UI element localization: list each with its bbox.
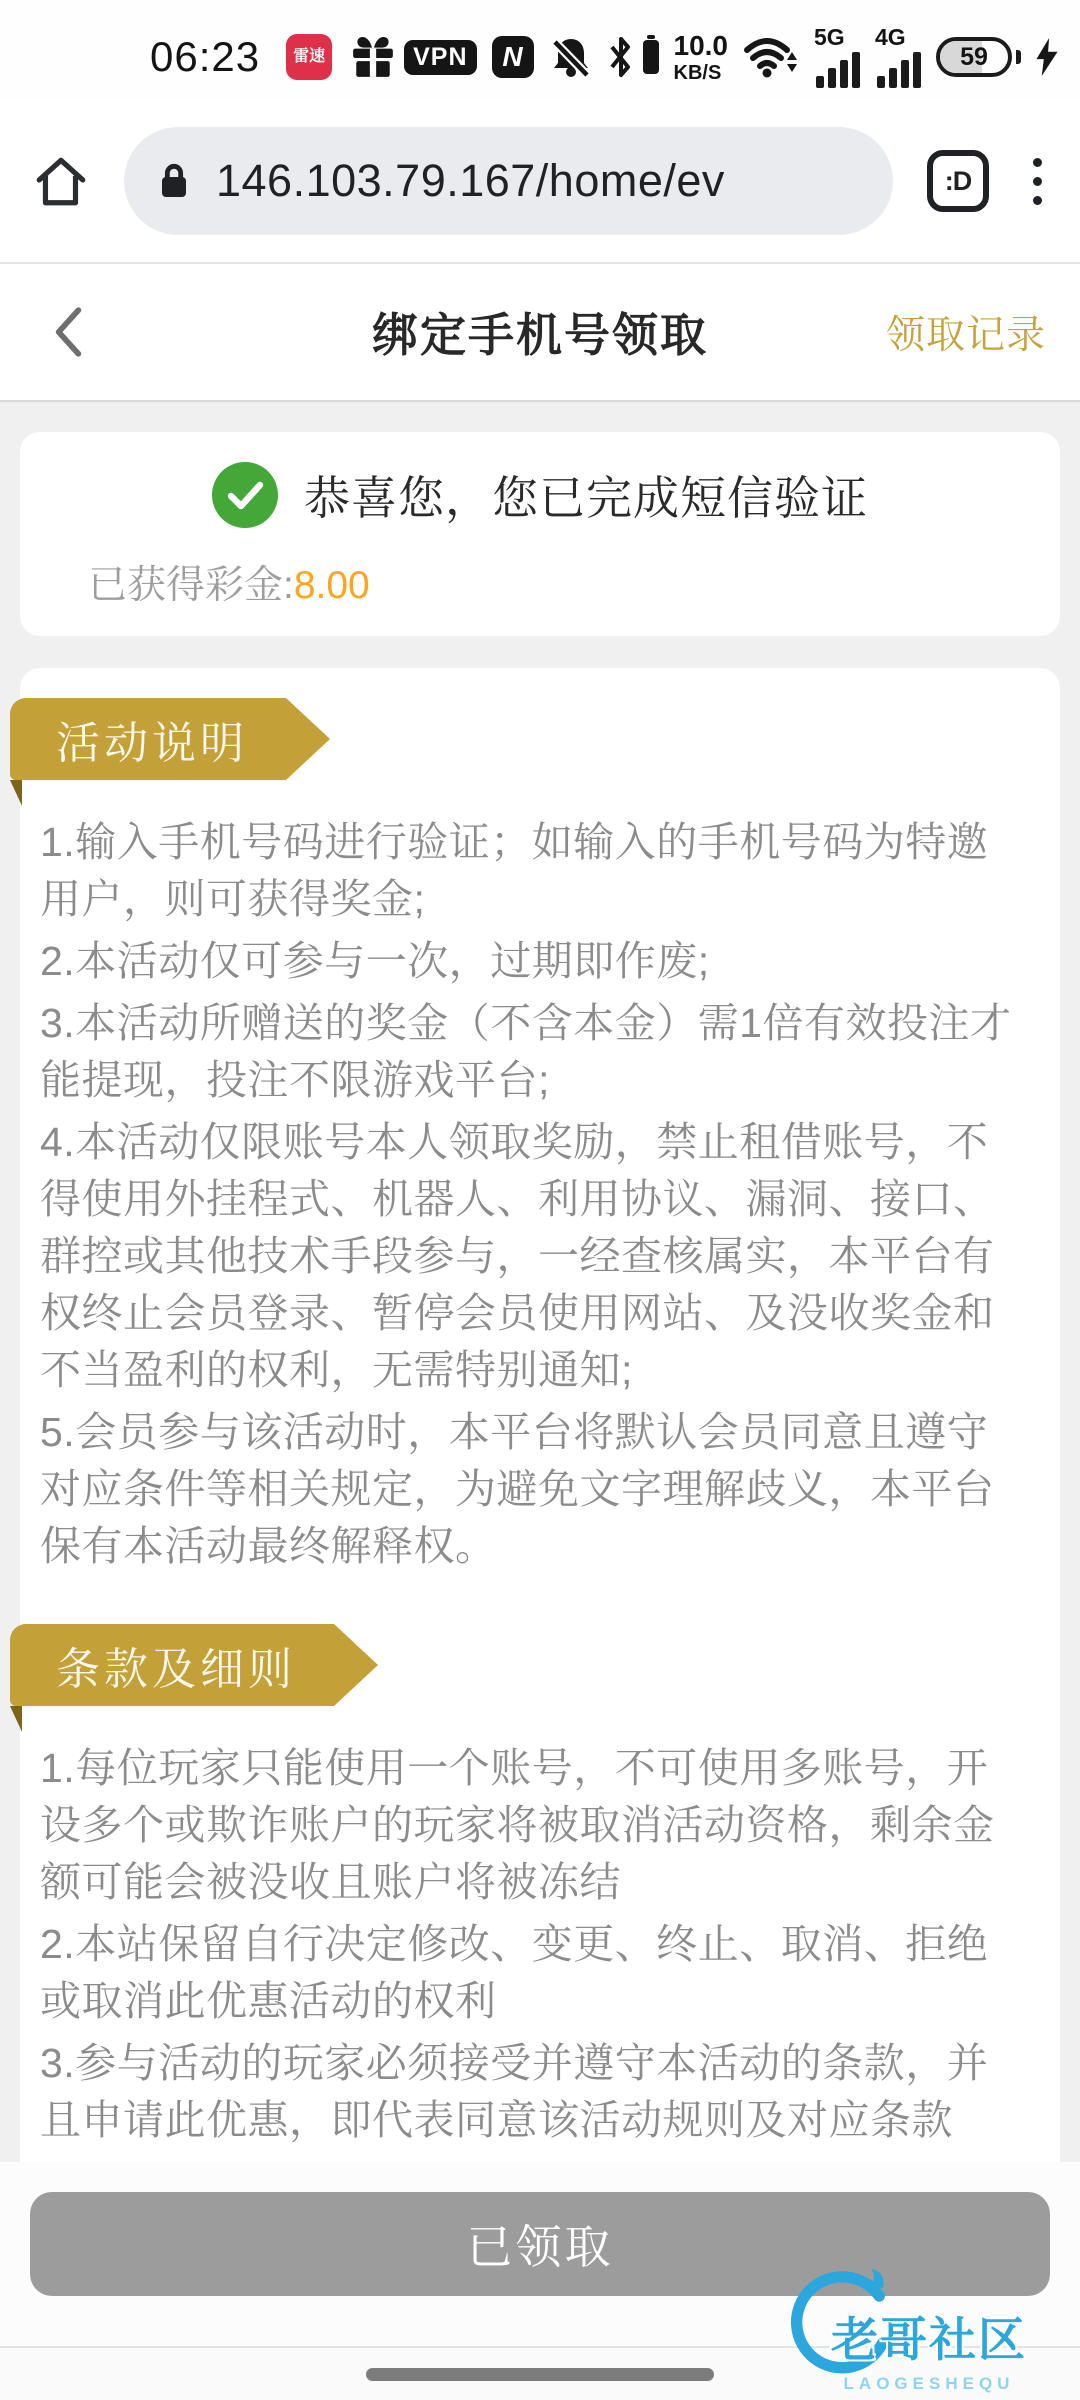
url-text: 146.103.79.167/home/ev [216,155,725,206]
back-button[interactable] [42,264,94,400]
leisu-app-label: 雷速 [293,48,326,65]
chevron-left-icon [52,305,84,359]
status-bar [0,0,1080,100]
section-title-activity: 活动说明 [10,698,286,780]
bluetooth-icon [608,35,634,79]
claim-history-link[interactable]: 领取记录 [885,314,1046,357]
tab-switcher-button[interactable] [927,150,989,212]
home-indicator[interactable] [366,2368,714,2381]
rule-item: 5.会员参与该活动时，本平台将默认会员同意且遵守对应条件等相关规定，为避免文字理解歧义，本平台保有本活动最终解释权。 [40,1409,995,1569]
ribbon-fold [10,780,22,806]
bonus-value: 8.00 [293,564,370,607]
browser-toolbar [0,100,1080,262]
lock-icon [158,161,190,201]
battery-cap [1016,50,1021,64]
rule-item: 3.本活动所赠送的奖金（不含本金）需1倍有效投注才能提现，投注不限游戏平台; [40,1000,1012,1103]
bluetooth-battery-icon [643,40,659,74]
terms-list [40,1740,1022,2149]
status-time: 06:23 [150,33,261,80]
bonus-label: 已获得彩金: [88,564,294,607]
page-content [0,402,1080,2194]
term-item: 1.每位玩家只能使用一个账号，不可使用多账号，开设多个或欺诈账户的玩家将被取消活动资格，剩余金额可能会被没收且账户将被冻结 [40,1745,995,1905]
sim1-signal-icon [814,26,860,88]
success-message: 恭喜您，您已完成短信验证 [304,472,868,524]
sim2-signal-icon [875,26,921,88]
bell-muted-icon [549,35,593,79]
battery-icon [936,37,1012,77]
sim2-network-type: 4G [875,24,906,50]
claimed-button[interactable]: 已领取 [30,2192,1050,2296]
laoge-community-watermark [814,2303,1044,2394]
page-header [0,262,1080,402]
term-item: 2.本站保留自行决定修改、变更、终止、取消、拒绝或取消此优惠活动的权利 [40,1921,989,2024]
verification-result-card [20,432,1060,636]
watermark-title: 老哥社区 [831,2313,1027,2366]
charging-bolt-icon [1036,38,1058,76]
fixed-footer [0,2162,1080,2400]
rule-item: 2.本活动仅可参与一次，过期即作废; [40,938,710,984]
ribbon-fold [10,1706,22,1732]
section-ribbon-activity [10,698,286,780]
section-ribbon-terms [10,1624,334,1706]
leisu-app-notification-icon [286,34,332,80]
activity-rules-card [20,668,1060,2194]
nfc-icon: N [492,36,534,78]
rule-item: 4.本活动仅限账号本人领取奖励，禁止租借账号，不得使用外挂程式、机器人、利用协议、漏洞、接口、群控或其他技术手段参与，一经查核属实，本平台有权终止会员登录、暂停会员使用网站、及没收奖金和不当盈利的权利，无需特别通知; [40,1119,995,1393]
gift-notification-icon [350,34,396,80]
battery-percent: 59 [960,42,988,71]
network-speed-value: 10.0 [673,29,728,61]
success-check-icon [212,462,278,528]
page-title: 绑定手机号领取 [372,309,708,361]
activity-rules-list [40,814,1022,1575]
watermark-subtitle: LAOGESHEQU [843,2374,1015,2393]
rule-item: 1.输入手机号码进行验证；如输入的手机号码为特邀用户，则可获得奖金; [40,819,989,922]
vpn-icon: VPN [404,40,476,75]
network-speed-indicator [673,29,729,84]
wifi-icon [743,34,799,80]
tab-count: :D [944,165,972,196]
sim1-network-type: 5G [814,24,845,50]
term-item: 3.参与活动的玩家必须接受并遵守本活动的条款，并且申请此优惠，即代表同意该活动规则及对应条款 [40,2040,989,2143]
status-icons-group [404,26,1058,88]
home-icon[interactable] [32,152,90,210]
browser-menu-button[interactable] [1027,152,1048,211]
success-message-row [60,462,1020,528]
url-bar[interactable] [124,127,893,235]
bonus-row [60,554,1020,610]
section-title-terms: 条款及细则 [10,1624,334,1706]
network-speed-unit: KB/S [673,61,722,84]
